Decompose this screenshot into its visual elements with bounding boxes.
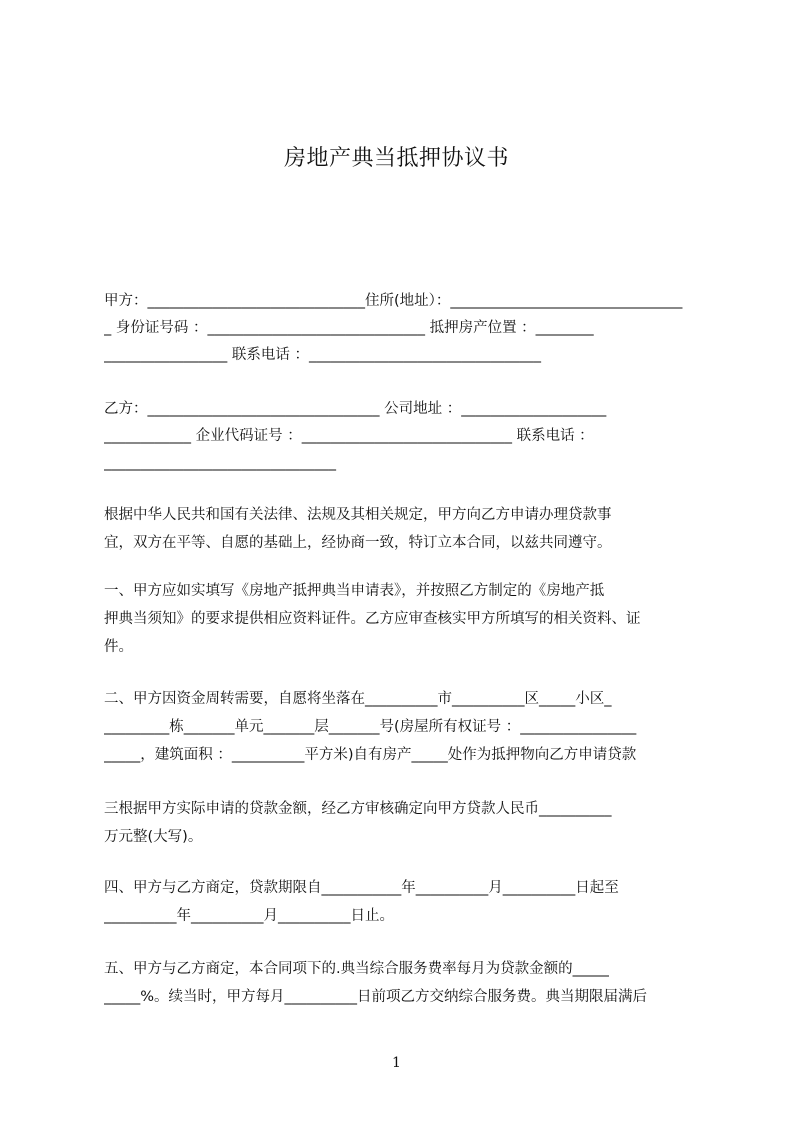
party-a-line-1: 甲方：______________________________住所(地址）：________________________________ [104,293,683,309]
clause-1-line-2: 押典当须知》的要求提供相应资料证件。乙方应审查核实甲方所填写的相关资料、证 [104,611,641,627]
party-a-line-2: _ 身份证号码 ：______________________________ 抵押房产位置 ：________ [104,320,594,336]
clause-2-line-1: 二、甲方因资金周转需要，自愿将坐落在__________市__________区_____小区_ [104,691,612,707]
clause-4-line-2: __________年__________月__________日止。 [104,908,394,924]
clause-3-line-2: 万元整(大写)。 [104,829,203,845]
clause-2-line-3: _____，建筑面积 ：__________平方米)自有房产_____处作为抵押物向乙方申请贷款 [104,747,637,763]
preamble-line-2: 宜，双方在平等、自愿的基础上，经协商一致，特订立本合同，以兹共同遵守。 [104,535,612,551]
clause-1-line-1: 一、甲方应如实填写《房地产抵押典当申请表》，并按照乙方制定的《房地产抵 [104,583,605,599]
clause-3-line-1: 三根据甲方实际申请的贷款金额，经乙方审核确定向甲方贷款人民币__________ [104,801,612,817]
party-b-line-1: 乙方：________________________________ 公司地址 ：____________________ [104,401,607,417]
party-b-line-3: ________________________________ [104,455,336,471]
clause-1-line-3: 件。 [104,639,133,655]
party-b-line-2: ____________ 企业代码证号 ：_____________________________ 联系电话 ： [104,428,594,444]
document-title: 房地产典当抵押协议书 [283,146,509,171]
clause-5-line-1: 五、甲方与乙方商定，本合同项下的.典当综合服务费率每月为贷款金额的_____ [104,961,609,977]
clause-4-line-1: 四、甲方与乙方商定，贷款期限自___________年__________月__________日起至 [104,880,619,896]
clause-2-line-2: _________栋_______单元_______层_______号(房屋所有权证号 ：________________ [104,719,637,735]
clause-5-line-2: _____%。续当时，甲方每月__________日前项乙方交纳综合服务费。典当期限届满后 [104,989,648,1005]
party-a-line-3: _________________ 联系电话 ：________________________________ [104,347,541,363]
page-number: 1 [392,1055,401,1071]
preamble-line-1: 根据中华人民共和国有关法律、法规及其相关规定，甲方向乙方申请办理贷款事 [104,507,612,523]
